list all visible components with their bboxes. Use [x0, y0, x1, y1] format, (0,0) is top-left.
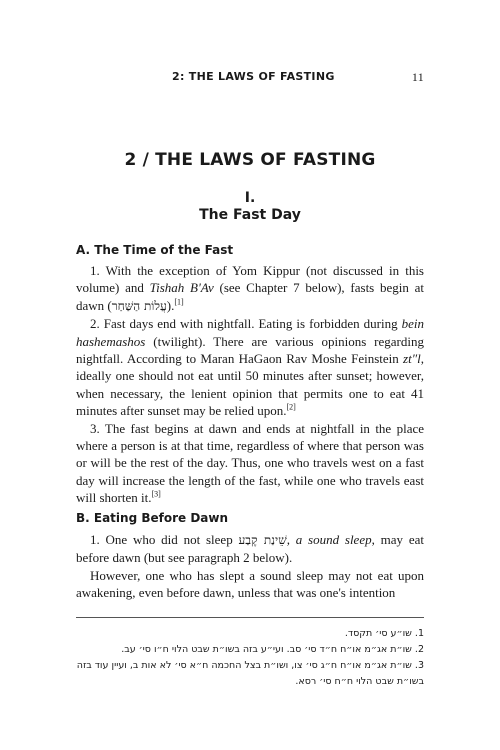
paragraph-b2: However, one who has slept a sound sleep may not eat upon awakening, even before dawn, unless that was one's intention [76, 567, 424, 601]
section-title: The Fast Day [199, 207, 301, 223]
hebrew-term-sound-sleep: שֵׁינַת קֶבַע [238, 533, 287, 547]
footnote-1: 1. שו״ע סי׳ תקסד. [344, 628, 424, 639]
running-head-title: 2: THE LAWS OF FASTING [172, 70, 335, 83]
paragraph-a3: 3. The fast begins at dawn and ends at nightfall in the place where a person is at that time, regardless of where that person was or will be the rest of the day. Thus, one who travels west on a fast day will increase the length of the fast, while one who travels east will shorten it.[3] [76, 420, 424, 506]
section-b-body [76, 531, 424, 602]
footnote-divider [76, 617, 424, 618]
paragraph-a1: 1. With the exception of Yom Kippur (not discussed in this volume) and Tishah B'Av (see Chapter 7 below), fasts begin at dawn (עֲלוֹת הַשַּׁחַר).[1] [76, 263, 425, 313]
footnotes [76, 626, 424, 690]
paragraph-b1: 1. One who did not sleep שֵׁינַת קֶבַע, a sound sleep, may eat before dawn (but see paragraph 2 below). [76, 532, 424, 566]
chapter-title: 2 / THE LAWS OF FASTING [124, 150, 376, 170]
footnote-2: 2. שו״ת אג״מ או״ח ח״ד סי׳ סב. ועי״ע בזה בשו״ת שבט הלוי ח״ו סי׳ עב. [121, 644, 424, 655]
hebrew-term-dawn: עֲלוֹת הַשַּׁחַר [111, 298, 167, 313]
paragraph-a2: 2. Fast days end with nightfall. Eating is forbidden during bein hashemashos (twilight). There are various opinions regarding nightfall. According to Maran HaGaon Rav Moshe Feinstein zt″l, ideally one should not eat until 50 minutes after sunset; however, when necessary, the lenient opinion that permits one to eat 41 minutes after sunset may be relied upon.[2] [76, 316, 424, 419]
subheading-time-of-fast: A. The Time of the Fast [76, 243, 234, 257]
footnote-ref-1: [1] [174, 297, 184, 307]
subheading-eating-before-dawn: B. Eating Before Dawn [76, 511, 229, 525]
footnote-ref-2: [2] [286, 402, 296, 412]
section-a-body [76, 262, 424, 507]
page-number: 11 [411, 70, 424, 84]
footnote-3: 3. שו״ת אג״מ או״ח ח״ג סי׳ צו, ושו״ת בצל החכמה ח״א סי׳ לא אות ב, ועיין עוד בזה בשו״ת שבט הלוי ח״ח סי׳ רסא. [76, 660, 424, 687]
section-number: I. [244, 190, 256, 206]
footnote-ref-3: [3] [151, 489, 161, 499]
